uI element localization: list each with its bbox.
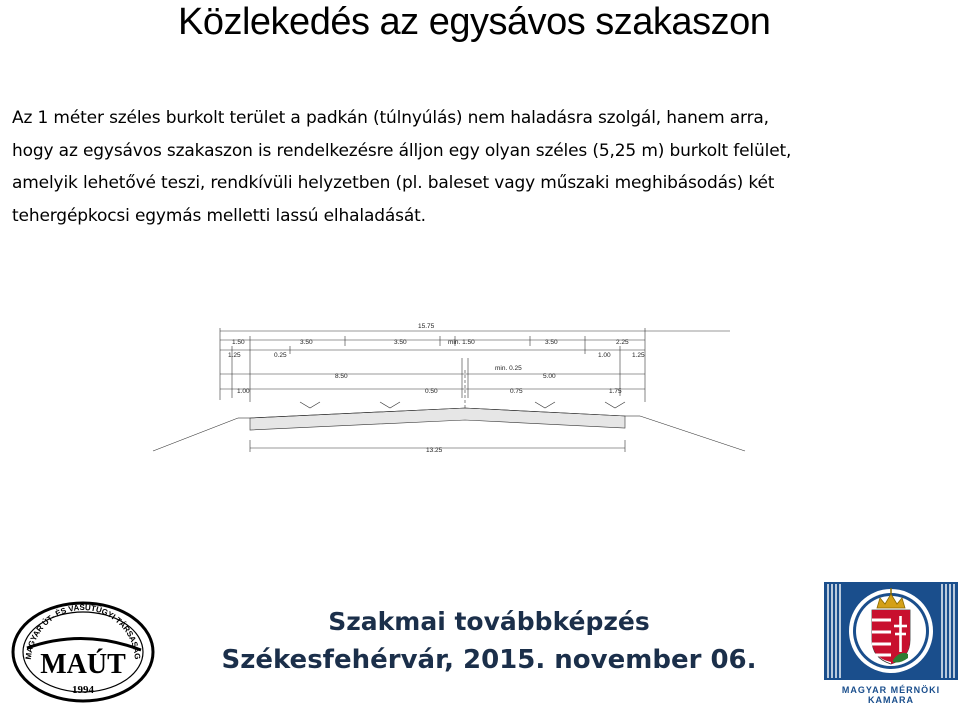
maut-arc-text: MAGYAR ÚT- ÉS VASÚTÜGYI TÁRSASÁG bbox=[23, 602, 143, 660]
mmk-name-line1: MAGYAR MÉRNÖKI bbox=[841, 685, 941, 695]
dim-total-top: 15.75 bbox=[418, 323, 435, 330]
body-line: amelyik lehetővé teszi, rendkívüli helyzetben (pl. baleset vagy műszaki meghibásodás) két bbox=[12, 173, 775, 193]
dim-label: 0.75 bbox=[510, 388, 523, 395]
coat-of-arms-shield-icon bbox=[872, 610, 910, 664]
mmk-name-line2: KAMARA bbox=[868, 695, 914, 704]
slide-body bbox=[12, 102, 952, 232]
dim-label: 1.50 bbox=[232, 339, 245, 346]
maut-name: MAÚT bbox=[40, 649, 126, 680]
dim-label: 1.25 bbox=[228, 352, 241, 359]
slide-title: Közlekedés az egysávos szakaszon bbox=[178, 1, 771, 43]
body-line: Az 1 méter széles burkolt terület a padkán (túlnyúlás) nem haladásra szolgál, hanem arra, bbox=[12, 108, 769, 128]
dim-label: 0.50 bbox=[425, 388, 438, 395]
dim-label: 3.50 bbox=[300, 339, 313, 346]
maut-logo bbox=[9, 600, 159, 704]
footer-event-title: Szakmai továbbképzés bbox=[328, 607, 650, 636]
road-cross-section-drawing bbox=[150, 318, 750, 458]
dim-label: 1.00 bbox=[598, 352, 611, 359]
body-line: hogy az egysávos szakaszon is rendelkezésre álljon egy olyan széles (5,25 m) burkolt felület, bbox=[12, 140, 792, 161]
dim-total-bottom: 13.25 bbox=[426, 447, 443, 454]
dim-label: 3.50 bbox=[394, 339, 407, 346]
mmk-logo bbox=[824, 582, 958, 704]
dim-label: min. 0.25 bbox=[495, 365, 522, 372]
maut-year: 1994 bbox=[72, 684, 94, 696]
dim-label: min. 1.50 bbox=[448, 339, 475, 346]
dim-label: 1.00 bbox=[237, 388, 250, 395]
dim-label: 8.50 bbox=[335, 373, 348, 380]
dim-label: 1.75 bbox=[609, 388, 622, 395]
dim-label: 0.25 bbox=[274, 352, 287, 359]
dim-label: 3.50 bbox=[545, 339, 558, 346]
footer-event-date: Székesfehérvár, 2015. november 06. bbox=[221, 645, 757, 675]
dim-label: 2.25 bbox=[616, 339, 629, 346]
dim-label: 1.25 bbox=[632, 352, 645, 359]
body-line: tehergépkocsi egymás melletti lassú elhaladását. bbox=[12, 205, 426, 226]
dim-label: 5.00 bbox=[543, 373, 556, 380]
